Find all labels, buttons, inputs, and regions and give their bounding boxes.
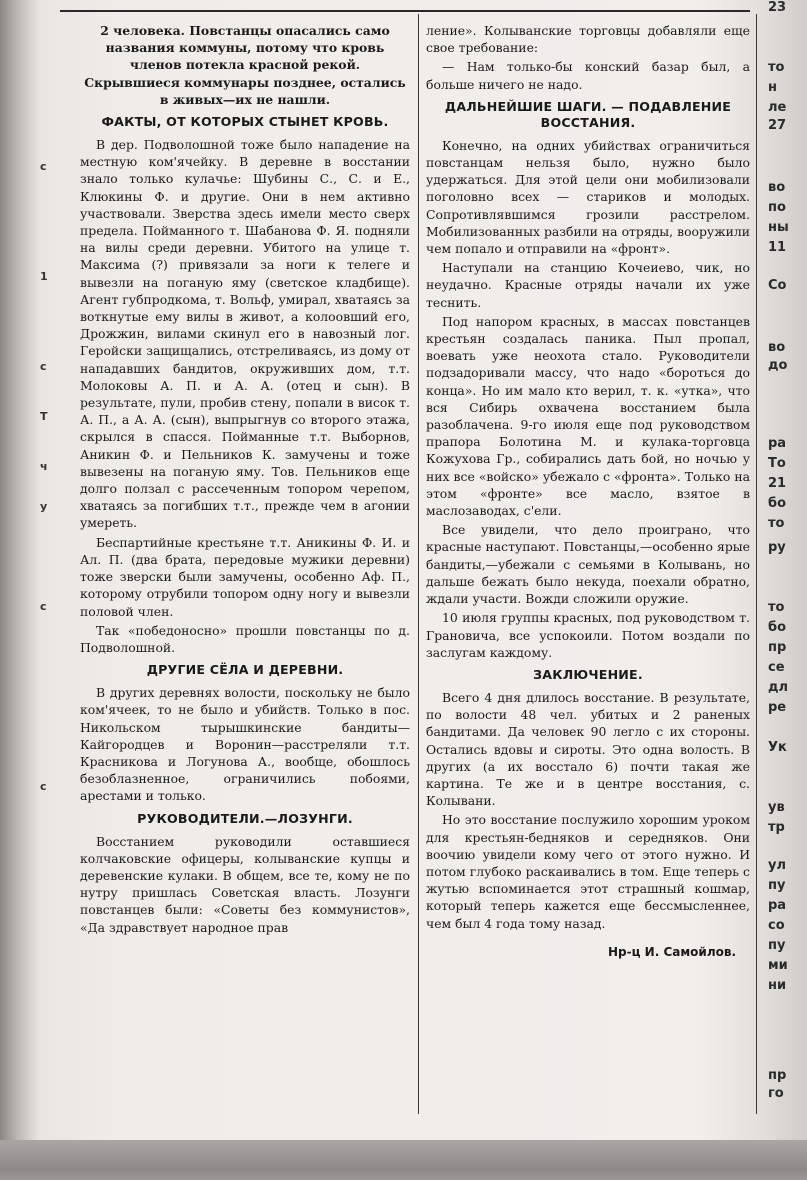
fragment-text: ра [768, 898, 787, 913]
fragment-text: бо [768, 496, 787, 511]
fragment-text: пу [768, 938, 786, 953]
fragment-text: ле [768, 100, 787, 115]
fragment-text: 1 [40, 270, 48, 283]
section-heading: ФАКТЫ, ОТ КОТОРЫХ СТЫНЕТ КРОВЬ. [101, 114, 389, 130]
fragment-text: тр [768, 820, 785, 835]
fragment-text: го [768, 1086, 784, 1101]
fragment-text: во [768, 180, 786, 195]
fragment-text: ул [768, 858, 786, 873]
paragraph: 10 июля группы красных, под руководством т. Грановича, все успокоили. Потом воздали по заслугам каждому. [426, 610, 750, 660]
column-divider [418, 14, 419, 1114]
fragment-text: ув [768, 800, 785, 815]
fragment-text: ре [768, 700, 787, 715]
fragment-text: пу [768, 878, 786, 893]
fragment-text: н [768, 80, 777, 95]
fragment-text: с [40, 360, 47, 373]
fragment-text: по [768, 200, 786, 215]
fragment-text: се [768, 660, 785, 675]
paragraph: Конечно, на одних убийствах ограничиться повстанцам нельзя было, нужно было удержаться. Для этой цели они мобилизовали поголовно всех — стариков и молодых. Сопротивлявшимся грозили расстрелом. Мобилизованных разбили на отряды, вооружили чем попало и отправили на «фронт». [426, 137, 750, 257]
fragment-text: ру [768, 540, 786, 555]
fragment-text: 21 [768, 476, 787, 491]
section-heading: ДАЛЬНЕЙШИЕ ШАГИ. — ПОДАВЛЕНИЕ ВОССТАНИЯ. [444, 98, 732, 130]
fragment-text: ны [768, 220, 789, 235]
fragment-text: с [40, 160, 47, 173]
fragment-text: с [40, 780, 47, 793]
fragment-text: ни [768, 978, 787, 993]
fragment-text: то [768, 600, 785, 615]
paragraph: Всего 4 дня длилось восстание. В результате, по волости 48 чел. убитых и 2 раненых бандитами. Да человек 90 легло с их стороны. Остались вдовы и сироты. Это одна волость. В других (а их восстало 6) почти такая же картина. Те же и в центре восстания, с. Колывани. [426, 689, 750, 809]
fragment-text: ч [40, 460, 48, 473]
section-heading: РУКОВОДИТЕЛИ.—ЛОЗУНГИ. [137, 810, 353, 826]
fragment-text: ми [768, 958, 788, 973]
fragment-text: пр [768, 1068, 787, 1083]
fragment-text: во [768, 340, 786, 355]
paragraph: — Нам только-бы конский базар был, а больше ничего не надо. [426, 59, 750, 92]
fragment-text: пр [768, 640, 787, 655]
paragraph: ление». Колыванские торговцы добавляли еще свое требование: [426, 23, 750, 56]
paragraph: В других деревнях волости, поскольку не было ком'ячеек, то не было и убийств. Только в пос. Никольском тырышкинские бандиты—Кайгородцев и Воронин—расстреляли т.т. Красникова и Логунова А., вообще, обошлось безоблазненное, ограничились побоями, арестами и только. [80, 685, 410, 804]
paragraph: Наступали на станцию Кочеиево, чик, но неудачно. Красные отряды начали их уже теснить. [426, 260, 750, 310]
fragment-text: с [40, 600, 47, 613]
page-number: 23 [768, 0, 787, 15]
section-heading: ДРУГИЕ СЁЛА И ДЕРЕВНИ. [146, 662, 344, 678]
fragment-text: То [768, 456, 786, 471]
right-column-divider [756, 14, 757, 1114]
paragraph: Беспартийные крестьяне т.т. Аникины Ф. И. и Ал. П. (два брата, передовые мужики деревни) тоже зверски были замучены, особенно Аф. П., которому отрубили топором одну ногу и вывезли половой член. [80, 534, 410, 619]
paragraph: Восстанием руководили оставшиеся колчаковские офицеры, колыванские купцы и деревенские кулаки. В общем, все те, кому не по нутру пришлась Советская власть. Лозунги повстанцев были: «Советы без коммунистов», «Да здравствует народное прав [80, 833, 410, 935]
fragment-text: 11 [768, 240, 787, 255]
left-margin-fragment [0, 160, 58, 860]
fragment-text: ра [768, 436, 787, 451]
fragment-text: дл [768, 680, 789, 695]
fragment-text: у [40, 500, 48, 513]
fragment-text: то [768, 60, 785, 75]
fragment-text: Со [768, 278, 787, 293]
paragraph: Так «победоносно» прошли повстанцы по д. Подволошной. [80, 622, 410, 655]
paragraph: Под напором красных, в массах повстанцев крестьян создалась паника. Пыл пропал, воевать уже неохота стало. Руководители подзадоривали массу, что надо «бороться до конца». Но им мало кто верил, т. к. «утка», что вся Сибирь охвачена восстанием была разоблачена. 9-го июля еще под руководством прапора Болотина М. и кулака-торговца Кожухова Гр., собирались дать бой, но ночью у них все «войско» убежало с «фронта». Только на этом «фронте» все масло, взятое в маслозаводах, с'ели. [426, 313, 750, 519]
paragraph: 2 человека. Повстанцы опасались само названия коммуны, потому что кровь членов потекла красной рекой. Скрывшиеся коммунары позднее, остались в живых—их не нашли. [84, 23, 406, 107]
paragraph: Все увидели, что дело проиграно, что красные наступают. Повстанцы,—особенно ярые бандиты,—убежали с семьями в Колывань, но дальше бежать было некуда, поехали обратно, ждали участи. Вожди сложили оружие. [426, 522, 750, 607]
fragment-text: 27 [768, 118, 787, 133]
section-heading: ЗАКЛЮЧЕНИЕ. [533, 666, 643, 682]
author-signature: Нр-ц И. Самойлов. [607, 944, 736, 959]
fragment-text: то [768, 516, 785, 531]
right-margin-fragment [764, 0, 807, 1140]
top-rule [60, 10, 750, 12]
article-column-right [426, 22, 750, 961]
fragment-text: Ук [768, 740, 787, 755]
paragraph: В дер. Подволошной тоже было нападение на местную ком'ячейку. В деревне в восстании знало только кулачье: Шубины С., С. и Е., Клюкины Ф. и другие. Они в нем активно участвовали. Зверства здесь имели место сверх предела. Пойманного т. Шабанова Ф. Я. подняли на вилы среди деревни. Убитого на улице т. Максима (?) привязали за ноги к телеге и вывезли на поганую яму (светское кладбище). Агент губпродкома, т. Вольф, умирал, хватаясь за воткнутые ему вилы в живот, а колоовший его, Дрожжин, вилами скинул его в навозный лог. Геройски защищались, отстреливаясь, из дому от нападавших бандитов, окруживших дом, т.т. Молоковы А. П. и А. А. (отец и сын). В результате, пули, пробив стену, попали в висок т. А. П., а А. А. (сын), выпрыгнув со второго этажа, скрылся в спасся. Пойманные т.т. Выборнов, Аникин Ф. и Пельников К. замучены и тоже вывезены на поганую яму. Тов. Пельников еще долго ползал с рассеченным топором черепом, хватаясь за погибших т.т., прежде чем в агонии умереть. [80, 137, 410, 531]
fragment-text: бо [768, 620, 787, 635]
fragment-text: со [768, 918, 785, 933]
fragment-text: Т [40, 410, 48, 423]
fragment-text: до [768, 358, 788, 373]
scan-bottom-edge [0, 1140, 807, 1180]
paragraph: Но это восстание послужило хорошим уроком для крестьян-бедняков и середняков. Они воочию увидели кому чего от этого нужно. И потом глубоко раскаивались в том. Еще теперь с жутью вспоминается этот страшный кошмар, который теперь кажется еще бессмысленнее, чем был 4 года тому назад. [426, 812, 750, 931]
article-column-left [80, 22, 410, 938]
